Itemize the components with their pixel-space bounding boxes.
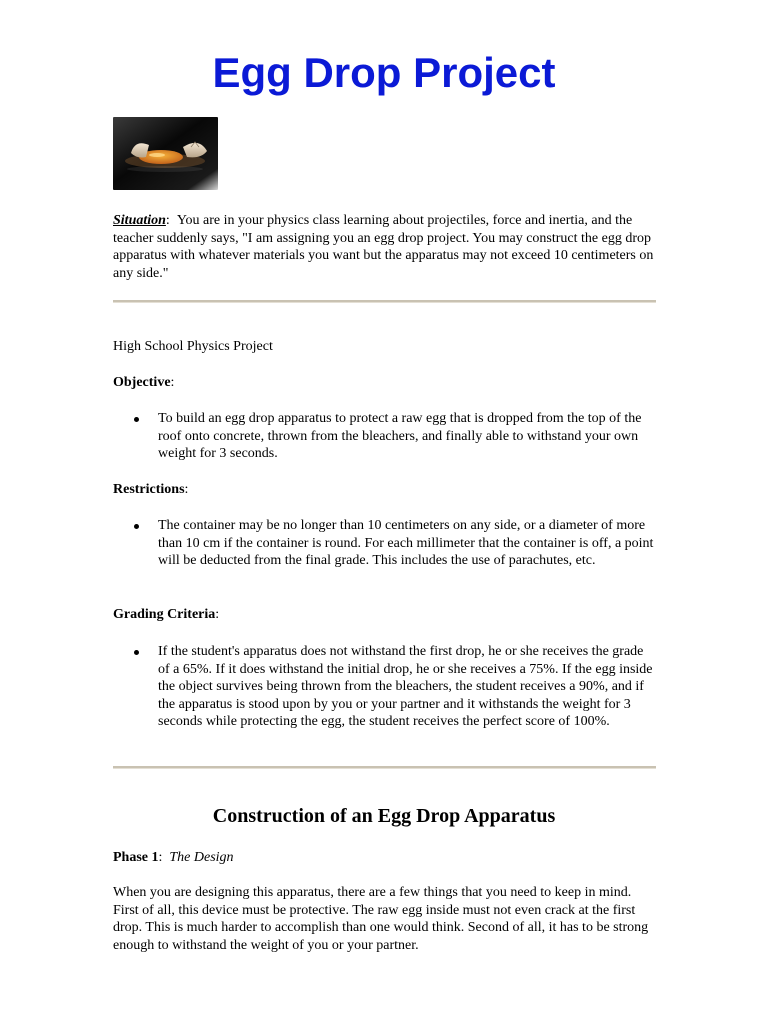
- situation-separator: :: [165, 213, 170, 228]
- restrictions-heading: [113, 481, 188, 499]
- phase-label: Phase 1: [113, 850, 159, 865]
- situation-paragraph: [113, 212, 658, 282]
- objective-separator: :: [170, 375, 175, 390]
- situation-label: Situation: [113, 213, 166, 228]
- objective-heading: [113, 374, 174, 392]
- restrictions-bullet: [113, 517, 658, 570]
- grading-label: Grading Criteria: [113, 607, 216, 622]
- course-line: High School Physics Project: [113, 339, 273, 354]
- section-heading: Construction of an Egg Drop Apparatus: [212, 805, 556, 827]
- situation-text: You are in your physics class learning about projectiles, force and inertia, and the teacher suddenly says, "I am assigning you an egg drop project. You may construct the egg drop apparatus with whatever materials you want but the apparatus may not exceed 10 centimeters on any side.": [113, 213, 654, 281]
- cracked-egg-photo: [113, 117, 218, 190]
- horizontal-divider: [113, 766, 656, 769]
- page-title: Egg Drop Project: [212, 49, 556, 96]
- bullet-icon: [134, 524, 139, 529]
- objective-text: To build an egg drop apparatus to protect a raw egg that is dropped from the top of the roof onto concrete, thrown from the bleachers, and finally able to withstand your own weight for 3 seconds.: [158, 411, 642, 462]
- design-paragraph: When you are designing this apparatus, there are a few things that you need to keep in mind. First of all, this device must be protective. The raw egg inside must not even crack at the first drop. This is much harder to accomplish than one would think. Second of all, it has to be strong enough to withstand the weight of you or your partner.: [113, 885, 649, 953]
- grading-bullet: [113, 643, 658, 731]
- objective-bullet: [113, 410, 658, 463]
- bullet-icon: [134, 417, 139, 422]
- phase-separator: :: [158, 850, 163, 865]
- restrictions-separator: :: [184, 482, 189, 497]
- grading-heading: [113, 606, 219, 624]
- phase-name: The Design: [169, 850, 234, 865]
- restrictions-label: Restrictions: [113, 482, 185, 497]
- objective-label: Objective: [113, 375, 171, 390]
- grading-separator: :: [215, 607, 220, 622]
- horizontal-divider: [113, 300, 656, 303]
- bullet-icon: [134, 650, 139, 655]
- restrictions-text: The container may be no longer than 10 centimeters on any side, or a diameter of more than 10 cm if the container is round. For each millimeter that the container is off, a point will be deducted from the final grade. This includes the use of parachutes, etc.: [158, 518, 654, 569]
- grading-text: If the student's apparatus does not withstand the first drop, he or she receives the grade of a 65%. If it does withstand the initial drop, he or she receives a 75%. If the egg inside the object survives being thrown from the bleachers, the student receives a 90%, and if the apparatus is stood upon by you or your partner and it withstands the weight for 3 seconds while protecting the egg, the student receives the perfect score of 100%.: [158, 644, 653, 730]
- phase-heading: [113, 849, 658, 867]
